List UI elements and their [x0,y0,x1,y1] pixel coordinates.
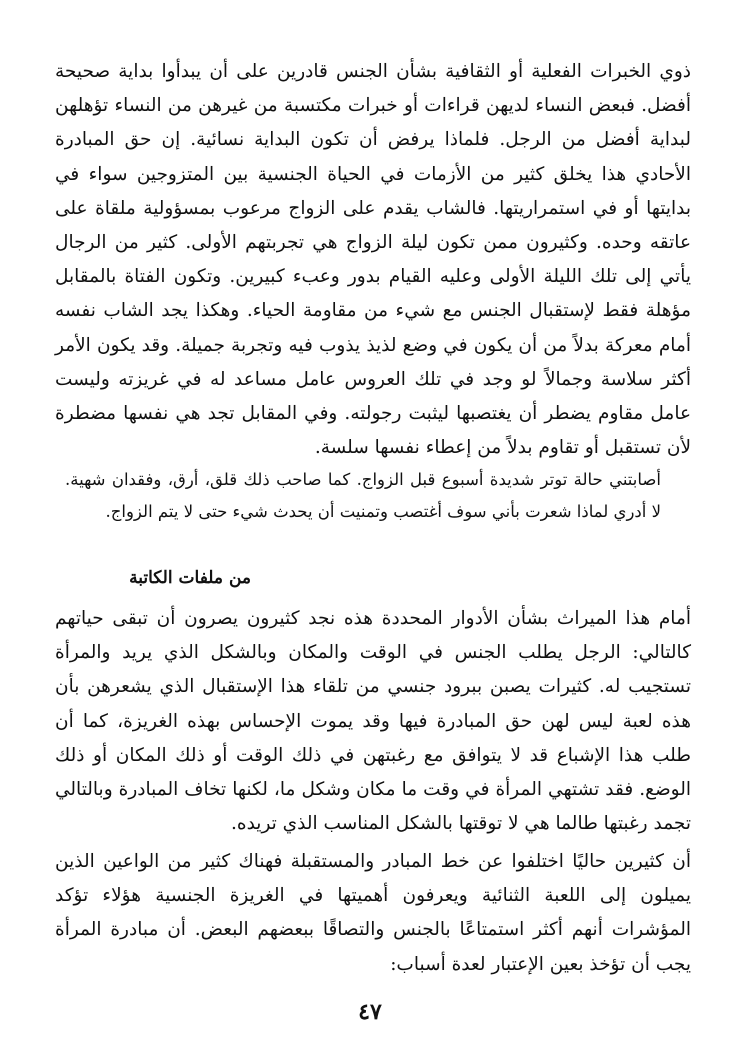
section-heading: من ملفات الكاتبة [129,568,251,588]
body-paragraph-2: أمام هذا الميراث بشأن الأدوار المحددة هذه نجد كثيرون يصرون أن تبقى حياتهم كالتالي: الرجل يطلب الجنس في الوقت والمكان وبالشكل الذي يريد والمرأة تستجيب له. كثيرات يصبن ببرود جنسي من تلقاء هذا الإستقبال الذي يشعرهن بأن هذه لعبة ليس لهن حق المبادرة فيها وقد يموت الإحساس بهذه الغريزة، كما أن طلب هذا الإشباع قد لا يتوافق مع رغبتهن في ذلك الوقت أو ذلك المكان أو ذلك الوضع. فقد تشتهي المرأة في وقت ما مكان وشكل ما، لكنها تخاف المبادرة وبالتالي تجمد رغبتها طالما هي لا توقتها بالشكل المناسب الذي تريده. [55,608,691,835]
body-paragraph-1: ذوي الخبرات الفعلية أو الثقافية بشأن الجنس قادرين على أن يبدأوا بداية صحيحة أفضل. فبعض النساء لديهن قراءات أو خبرات مكتسبة من غيرهن من النساء تؤهلهن لبداية أفضل من الرجل. فلماذا يرفض أن تكون البداية نسائية. إن حق المبادرة الأحادي هذا يخلق كثير من الأزمات في الحياة الجنسية بين المتزوجين سواء في بدايتها أو في استمراريتها. فالشاب يقدم على الزواج مرعوب بمسؤولية ملقاة على عاتقه وحده. وكثيرون ممن تكون ليلة الزواج هي تجربتهم الأولى. كثير من الرجال يأتي إلى تلك الليلة الأولى وعليه القيام بدور وعبء كبيرين. وتكون الفتاة بالمقابل مؤهلة فقط لإستقبال الجنس مع شيء من مقاومة الحياء. وهكذا يجد الشاب نفسه أمام معركة بدلاً من أن يكون في وضع لذيذ يذوب فيه وتجربة جميلة. وقد يكون الأمر أكثر سلاسة وجمالاً لو وجد في تلك العروس عامل مساعد له في غريزته وليست عامل مقاوم يضطر أن يغتصبها ليثبت رجولته. وفي المقابل تجد هي نفسها مضطرة لأن تستقبل أو تقاوم بدلاً من إعطاء نفسها سلسة. [55,61,691,459]
testimony-quote: أصابتني حالة توتر شديدة أسبوع قبل الزواج. كما صاحب ذلك قلق، أرق، وفقدان شهية. لا أدري لماذا شعرت بأني سوف أغتصب وتمنيت أن يحدث شيء حتى لا يتم الزواج. [65,470,661,521]
page-number: ٤٧ [358,999,382,1025]
body-paragraph-3: أن كثيرين حاليًا اختلفوا عن خط المبادر والمستقبلة فهناك كثير من الواعين الذين يميلون إلى اللعبة الثنائية ويعرفون أهميتها في الغريزة الجنسية هؤلاء تؤكد المؤشرات أنهم أكثر استمتاعًا بالجنس والتصاقًا ببعضهم البعض. أن مبادرة المرأة يجب أن تؤخذ بعين الإعتبار لعدة أسباب: [55,851,691,975]
